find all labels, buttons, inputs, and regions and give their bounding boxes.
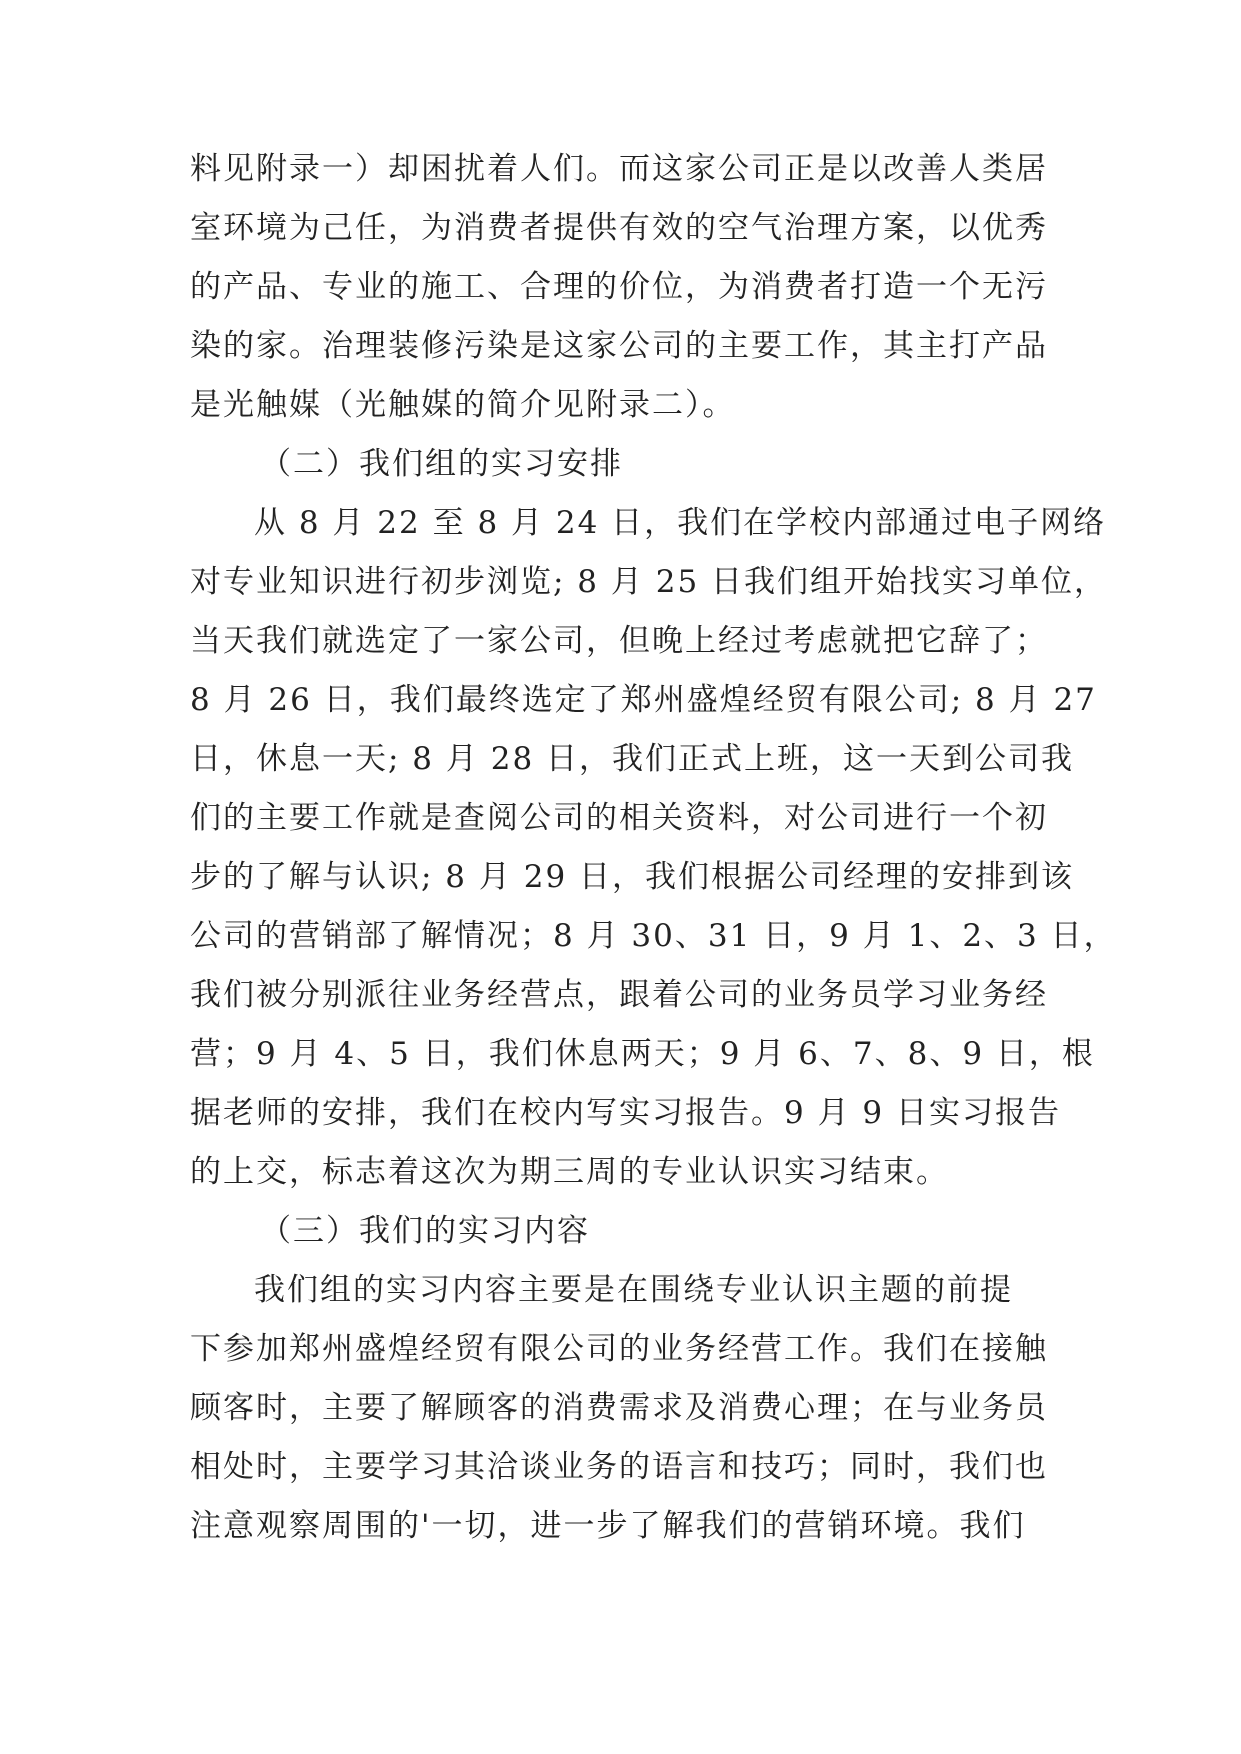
text-line: 是光触媒（光触媒的简介见附录二）。: [190, 387, 736, 423]
paragraph-content: [190, 1261, 1050, 1556]
text-line: 据老师的安排，我们在校内写实习报告。9 月 9 日实习报告: [190, 1095, 1062, 1131]
text-line: 注意观察周围的'一切，进一步了解我们的营销环境。我们: [190, 1508, 1026, 1544]
text-line: 下参加郑州盛煌经贸有限公司的业务经营工作。我们在接触: [190, 1331, 1048, 1367]
paragraph-schedule: [190, 494, 1117, 1202]
text-line: 日，休息一天; 8 月 28 日，我们正式上班，这一天到公司我: [190, 741, 1075, 777]
text-line: 染的家。治理装修污染是这家公司的主要工作，其主打产品: [190, 328, 1048, 364]
text-line: 对专业知识进行初步浏览; 8 月 25 日我们组开始找实习单位，: [190, 564, 1108, 600]
text-line: 营；9 月 4、5 日，我们休息两天；9 月 6、7、8、9 日，根: [190, 1036, 1095, 1072]
text-line: 相处时，主要学习其洽谈业务的语言和技巧；同时，我们也: [190, 1449, 1048, 1485]
text-line: 从 8 月 22 至 8 月 24 日，我们在学校内部通过电子网络: [254, 505, 1107, 541]
text-line: 的产品、专业的施工、合理的价位，为消费者打造一个无污: [190, 269, 1048, 305]
text-line: 我们组的实习内容主要是在围绕专业认识主题的前提: [254, 1272, 1013, 1308]
section-heading-internship-content: （三）我们的实习内容: [260, 1213, 590, 1249]
section-heading-internship-schedule: （二）我们组的实习安排: [260, 446, 623, 482]
document-page: [190, 140, 1117, 1556]
text-line: 公司的营销部了解情况；8 月 30、31 日，9 月 1、2、3 日，: [190, 918, 1117, 954]
text-line: 我们被分别派往业务经营点，跟着公司的业务员学习业务经: [190, 977, 1048, 1013]
paragraph-intro: [190, 140, 1050, 435]
text-line: 料见附录一）却困扰着人们。而这家公司正是以改善人类居: [190, 151, 1048, 187]
text-line: 8 月 26 日，我们最终选定了郑州盛煌经贸有限公司; 8 月 27: [190, 682, 1097, 718]
text-line: 的上交，标志着这次为期三周的专业认识实习结束。: [190, 1154, 949, 1190]
text-line: 当天我们就选定了一家公司，但晚上经过考虑就把它辞了；: [190, 623, 1048, 659]
text-line: 顾客时，主要了解顾客的消费需求及消费心理；在与业务员: [190, 1390, 1048, 1426]
text-line: 室环境为己任，为消费者提供有效的空气治理方案，以优秀: [190, 210, 1048, 246]
text-line: 们的主要工作就是查阅公司的相关资料，对公司进行一个初: [190, 800, 1048, 836]
text-line: 步的了解与认识; 8 月 29 日，我们根据公司经理的安排到该: [190, 859, 1075, 895]
